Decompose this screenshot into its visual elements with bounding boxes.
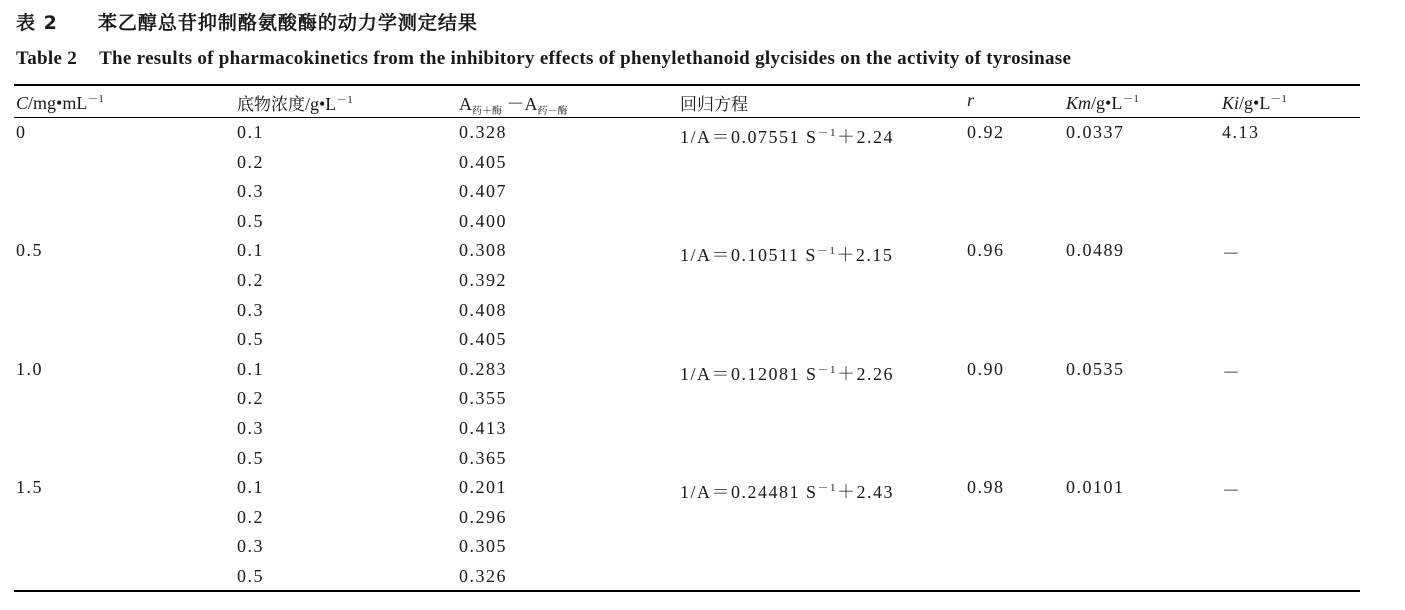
cell-ki: －: [1222, 244, 1242, 265]
cell-absorbance: 0.405: [459, 329, 507, 350]
cell-regression-equation: [680, 478, 894, 504]
cell-km: 0.0101: [1066, 477, 1125, 498]
table-caption-en: The results of pharmacokinetics from the inhibitory effects of phenylethanoid glycisides on the activity of tyrosinase: [99, 48, 1072, 69]
header-ki: $Ki/g•L^{-1}$: [1222, 93, 1287, 113]
equation-main: 1/A＝0.07551 S: [680, 127, 818, 147]
cell-ki: －: [1222, 481, 1242, 502]
equation-intercept: ＋2.26: [837, 363, 895, 384]
equation-exponent: －1: [817, 482, 838, 495]
cell-substrate: 0.5: [237, 447, 264, 468]
cell-absorbance: 0.392: [459, 270, 507, 290]
cell-km: 0.0337: [1066, 122, 1125, 142]
cell-concentration: 0.5: [16, 240, 43, 261]
cell-absorbance: 0.408: [459, 299, 507, 320]
equation-exponent: －1: [817, 127, 838, 139]
cell-absorbance: 0.407: [459, 181, 507, 202]
equation-intercept: ＋2.43: [837, 482, 895, 503]
cell-substrate: 0.5: [237, 566, 264, 586]
cell-absorbance: 0.400: [459, 210, 507, 231]
header-km: $Km/g•L^{-1}$: [1066, 93, 1139, 113]
header-r: r: [967, 90, 975, 110]
cell-substrate: 0.3: [237, 418, 264, 438]
table-title-en: [16, 48, 1071, 70]
cell-substrate: 0.2: [237, 388, 264, 409]
cell-ki: －: [1222, 362, 1242, 383]
cell-r: 0.90: [967, 358, 1005, 379]
cell-substrate: 0.1: [237, 477, 264, 498]
cell-absorbance: 0.283: [459, 358, 507, 379]
cell-r: 0.92: [967, 122, 1005, 142]
cell-concentration: 1.5: [16, 477, 43, 498]
cell-substrate: 0.3: [237, 181, 264, 202]
cell-absorbance: 0.328: [459, 122, 507, 142]
cell-km: 0.0489: [1066, 240, 1125, 261]
cell-absorbance: 0.201: [459, 477, 507, 498]
cell-concentration: 0: [16, 122, 27, 142]
table-header-rule: [14, 117, 1360, 118]
cell-absorbance: 0.365: [459, 447, 507, 468]
equation-main: 1/A＝0.24481 S: [680, 482, 818, 503]
cell-substrate: 0.1: [237, 122, 264, 142]
header-regression: 回归方程: [680, 95, 748, 115]
cell-km: 0.0535: [1066, 358, 1125, 379]
cell-substrate: 0.2: [237, 506, 264, 527]
cell-absorbance: 0.305: [459, 536, 507, 557]
cell-concentration: 1.0: [16, 358, 43, 379]
header-absorbance: $A_{药+酶} -A_{药-酶}$: [459, 94, 568, 117]
equation-main: 1/A＝0.12081 S: [680, 363, 818, 384]
table-bottom-rule: [14, 590, 1360, 592]
cell-substrate: 0.1: [237, 240, 264, 261]
cell-absorbance: 0.355: [459, 388, 507, 409]
cell-substrate: 0.5: [237, 329, 264, 350]
cell-r: 0.98: [967, 477, 1005, 498]
cell-r: 0.96: [967, 240, 1005, 261]
equation-exponent: －1: [817, 363, 838, 376]
table-caption-cn: 苯乙醇总苷抑制酪氨酸酶的动力学测定结果: [97, 12, 478, 34]
cell-substrate: 0.3: [237, 299, 264, 320]
cell-substrate: 0.5: [237, 210, 264, 231]
header-substrate: 底物浓度$/g•L^{-1}$: [237, 94, 353, 115]
header-concentration: $C/mg•mL^{-1}$: [16, 93, 104, 113]
cell-absorbance: 0.405: [459, 151, 507, 172]
cell-substrate: 0.1: [237, 358, 264, 379]
cell-absorbance: 0.413: [459, 418, 507, 438]
cell-ki: 4.13: [1222, 122, 1260, 142]
equation-intercept: ＋2.15: [836, 245, 894, 266]
cell-absorbance: 0.326: [459, 566, 507, 586]
cell-absorbance: 0.308: [459, 240, 507, 261]
table-number-cn: 表 2: [16, 12, 58, 34]
cell-substrate: 0.3: [237, 536, 264, 557]
cell-regression-equation: [680, 123, 894, 149]
cell-substrate: 0.2: [237, 270, 264, 290]
equation-exponent: －1: [816, 245, 837, 258]
equation-intercept: ＋2.24: [837, 127, 895, 147]
equation-main: 1/A＝0.10511 S: [680, 245, 817, 266]
table-title-cn: [16, 8, 478, 35]
cell-substrate: 0.2: [237, 151, 264, 172]
cell-absorbance: 0.296: [459, 506, 507, 527]
table-number-en: Table 2: [16, 48, 78, 69]
table-top-rule: [14, 84, 1360, 86]
cell-regression-equation: [680, 241, 893, 267]
cell-regression-equation: [680, 360, 894, 386]
